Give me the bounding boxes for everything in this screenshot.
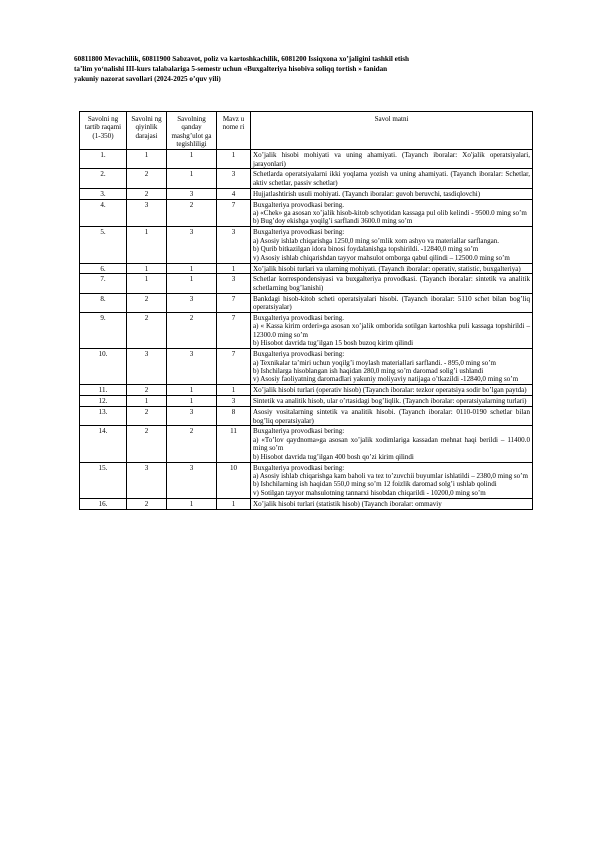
cell-topic: 3 — [217, 169, 251, 188]
question-line: Sintetik va analitik hisob, ular o’rtasidagi bog’liqlik. (Tayanch iboralar: operatsiyalarning turlari) — [253, 397, 527, 406]
question-line: a) « Kassa kirim orderi»ga asosan xo’jalik omborida sotilgan kartoshka puli kassaga topshirildi – 12300.0 ming so’m — [253, 322, 530, 339]
table-row — [80, 462, 533, 498]
question-line: Xo’jalik hisobi turlari va ularning mohiyati. (Tayanch iboralar: operativ, statistic, buxgalteriya) — [253, 264, 521, 273]
question-line: b) Ishchilarning ish haqidan 550,0 ming so’m 12 foizlik daromad solg’i ushlab qolindi — [253, 480, 497, 489]
column-header-difficulty: Savolni ng qiyinlik darajasi — [127, 112, 167, 150]
cell-topic: 3 — [217, 274, 251, 293]
cell-lesson-type: 1 — [167, 150, 217, 169]
cell-lesson-type: 1 — [167, 263, 217, 274]
table-header-row — [80, 112, 533, 150]
table-row — [80, 407, 533, 426]
cell-lesson-type: 3 — [167, 349, 217, 385]
table-row — [80, 293, 533, 312]
cell-difficulty: 2 — [127, 293, 167, 312]
cell-number: 5. — [80, 227, 127, 263]
question-line: b) Bug’doy ekishga yoqilg’i sarflandi 3600.0 ming so’m — [253, 217, 413, 226]
cell-difficulty: 3 — [127, 349, 167, 385]
table-body — [80, 150, 533, 509]
cell-topic: 11 — [217, 426, 251, 462]
question-line: Xo’jalik hisobi turlari (statistik hisob) (Tayanch iboralar: ommaviy — [253, 499, 442, 508]
cell-topic: 7 — [217, 313, 251, 349]
question-line: a) Texnikalar ta’miri uchun yoqilg’i moylash materiallari sarflandi. - 895,0 ming so’m — [253, 358, 497, 367]
table-row — [80, 227, 533, 263]
question-line: Buxgalteriya provodkasi bering: — [253, 350, 345, 359]
cell-difficulty: 2 — [127, 385, 167, 396]
cell-lesson-type: 2 — [167, 426, 217, 462]
table-row — [80, 385, 533, 396]
question-line: Buxgalteriya provodkasi bering: — [253, 427, 345, 436]
table-row — [80, 349, 533, 385]
cell-difficulty: 2 — [127, 313, 167, 349]
cell-number: 3. — [80, 188, 127, 199]
cell-lesson-type: 2 — [167, 199, 217, 227]
cell-lesson-type: 1 — [167, 498, 217, 509]
header-line-3: yakuniy nazorat savollari (2024-2025 o’quv yili) — [74, 75, 221, 84]
question-line: Buxgalteriya provodkasi bering: — [253, 463, 345, 472]
cell-question-text — [251, 169, 533, 188]
question-line: Schetlar korrespondensiyasi va buxgalteriya provodkasi. (Tayanch iboralar: sintetik va analitik schetlarning bog’lanishi) — [253, 275, 530, 292]
question-line: Buxgalteriya provodkasi bering. — [253, 314, 345, 323]
cell-topic: 7 — [217, 293, 251, 312]
cell-lesson-type: 3 — [167, 227, 217, 263]
question-line: v) Asosiy faoliyatning daromadlari yakuniy moliyaviy natijaga o’tkazildi -12840,0 ming so’m — [253, 375, 519, 384]
cell-lesson-type: 3 — [167, 293, 217, 312]
cell-lesson-type: 3 — [167, 188, 217, 199]
cell-difficulty: 3 — [127, 462, 167, 498]
cell-lesson-type: 1 — [167, 274, 217, 293]
question-line: b) Hisobot davrida tug’ilgan 15 bosh buzoq kirim qilindi — [253, 339, 414, 348]
document-header — [74, 54, 524, 85]
cell-difficulty: 2 — [127, 498, 167, 509]
table-row — [80, 313, 533, 349]
question-line: b) Ishchilarga hisoblangan ish haqidan 280,0 ming so’m daromad solig’i ushlandi — [253, 366, 484, 375]
cell-question-text — [251, 199, 533, 227]
cell-difficulty: 2 — [127, 426, 167, 462]
question-line: Buxgalteriya provodkasi bering. — [253, 200, 345, 209]
cell-number: 7. — [80, 274, 127, 293]
question-line: Schetlarda operatsiyalarni ikki yoqlama yozish va uning ahamiyati. (Tayanch iboralar: Schetlar, aktiv schetlar, passiv schetlar) — [253, 170, 530, 187]
cell-question-text — [251, 426, 533, 462]
cell-lesson-type: 1 — [167, 169, 217, 188]
cell-number: 2. — [80, 169, 127, 188]
cell-topic: 1 — [217, 263, 251, 274]
cell-topic: 1 — [217, 150, 251, 169]
cell-question-text — [251, 407, 533, 426]
question-line: b) Qurib bitkazilgan idora binosi foydalanishga topshirildi. -12840,0 ming so’m — [253, 245, 479, 254]
cell-number: 4. — [80, 199, 127, 227]
cell-topic: 7 — [217, 349, 251, 385]
header-line-1: 60811800 Mevachilik, 60811900 Sabzavot, poliz va kartoshkachilik, 6081200 Issiqxona xo’jaligini tashkil etish — [74, 55, 410, 63]
table-row — [80, 396, 533, 407]
cell-number: 11. — [80, 385, 127, 396]
cell-number: 13. — [80, 407, 127, 426]
cell-lesson-type: 2 — [167, 313, 217, 349]
question-line: v) Sotilgan tayyor mahsulotning tannarxi hisobdan chiqarildi - 10200,0 ming so’m — [253, 488, 486, 497]
cell-number: 16. — [80, 498, 127, 509]
cell-question-text — [251, 462, 533, 498]
cell-question-text — [251, 293, 533, 312]
cell-topic: 10 — [217, 462, 251, 498]
cell-difficulty: 1 — [127, 396, 167, 407]
cell-topic: 4 — [217, 188, 251, 199]
cell-question-text — [251, 385, 533, 396]
cell-number: 12. — [80, 396, 127, 407]
cell-number: 9. — [80, 313, 127, 349]
cell-difficulty: 1 — [127, 274, 167, 293]
cell-question-text — [251, 498, 533, 509]
cell-question-text — [251, 188, 533, 199]
cell-question-text — [251, 227, 533, 263]
cell-topic: 3 — [217, 396, 251, 407]
question-line: b) Hisobot davrida tug’ilgan 400 bosh qo’zi kirim qilindi — [253, 452, 414, 461]
cell-question-text — [251, 274, 533, 293]
column-header-question-text: Savol matni — [251, 112, 533, 150]
header-line-2: ta’lim yo‘nalishi III-kurs talabalariga 5-semestr uchun «Buxgalteriya hisobiva soliqq tortish » fanidan — [74, 65, 388, 74]
question-line: Hujjatlashtirish usuli mohiyati. (Tayanch iboralar: guvoh beruvchi, tasdiqlovchi) — [253, 189, 481, 198]
cell-topic: 1 — [217, 498, 251, 509]
question-line: a) «Chek» ga asosan xo’jalik hisob-kitob schyotidan kassaga pul olib kelindi - 9500.0 ming so’m — [253, 209, 527, 218]
cell-question-text — [251, 313, 533, 349]
cell-lesson-type: 3 — [167, 462, 217, 498]
table-row — [80, 188, 533, 199]
cell-number: 6. — [80, 263, 127, 274]
cell-number: 1. — [80, 150, 127, 169]
cell-question-text — [251, 396, 533, 407]
cell-lesson-type: 3 — [167, 407, 217, 426]
table-row — [80, 274, 533, 293]
question-line: a) «To’lov qaydnoma»ga asosan xo’jalik xodimlariga kassadan mehnat haqi berildi – 11400.0 ming so’m — [253, 435, 530, 453]
column-header-number: Savolni ng tartib raqami (1-350) — [80, 112, 127, 150]
table-row — [80, 199, 533, 227]
cell-difficulty: 1 — [127, 227, 167, 263]
questions-table — [79, 111, 533, 510]
cell-question-text — [251, 150, 533, 169]
cell-difficulty: 1 — [127, 150, 167, 169]
table-row — [80, 498, 533, 509]
question-line: Xo’jalik hisobi turlari (operativ hisob) (Tayanch iboralar: tezkor operatsiya sodir bo’lgan paytda) — [253, 386, 527, 395]
cell-topic: 7 — [217, 199, 251, 227]
question-line: Asosiy vositalarning sintetik va analitik hisobi. (Tayanch iboralar: 0110-0190 schetlar bilan bog’liq operatsiyalar) — [253, 408, 530, 425]
cell-difficulty: 2 — [127, 188, 167, 199]
question-line: a) Asosiy ishlab chiqarishga 1250,0 ming so’mlik xom ashyo va materiallar sarflangan. — [253, 236, 500, 245]
cell-difficulty: 2 — [127, 169, 167, 188]
cell-topic: 1 — [217, 385, 251, 396]
cell-number: 10. — [80, 349, 127, 385]
cell-topic: 8 — [217, 407, 251, 426]
table-row — [80, 169, 533, 188]
column-header-lesson-type: Savolning qanday mashg’ulot ga tegishliligi — [167, 112, 217, 150]
cell-number: 14. — [80, 426, 127, 462]
cell-lesson-type: 1 — [167, 396, 217, 407]
cell-topic: 3 — [217, 227, 251, 263]
question-line: Buxgalteriya provodkasi bering: — [253, 228, 345, 237]
cell-number: 15. — [80, 462, 127, 498]
cell-difficulty: 3 — [127, 199, 167, 227]
column-header-topic: Mavz u nome ri — [217, 112, 251, 150]
table-row — [80, 426, 533, 462]
question-line: Xo’jalik hisobi mohiyati va uning ahamiyati. (Tayanch iboralar: Xo'jalik operatsiyalari, jarayonlari) — [253, 151, 530, 168]
cell-number: 8. — [80, 293, 127, 312]
cell-lesson-type: 1 — [167, 385, 217, 396]
cell-difficulty: 2 — [127, 407, 167, 426]
cell-question-text — [251, 263, 533, 274]
cell-difficulty: 1 — [127, 263, 167, 274]
question-line: a) Asosiy ishlab chiqarishga kam baholi va tez to’zuvchii buyumlar ishlatildi – 2380,0 ming so’m — [253, 471, 528, 480]
question-line: v) Asosiy ishlab chiqarishdan tayyor mahsulot omborga qabul qilindi – 12500.0 ming so’m — [253, 253, 510, 262]
table-row — [80, 150, 533, 169]
question-line: Bankdagi hisob-kitob scheti operatsiyalari hisobi. (Tayanch iboralar: 5110 schet bilan bog’liq operatsiyalar) — [253, 294, 530, 312]
cell-question-text — [251, 349, 533, 385]
table-row — [80, 263, 533, 274]
